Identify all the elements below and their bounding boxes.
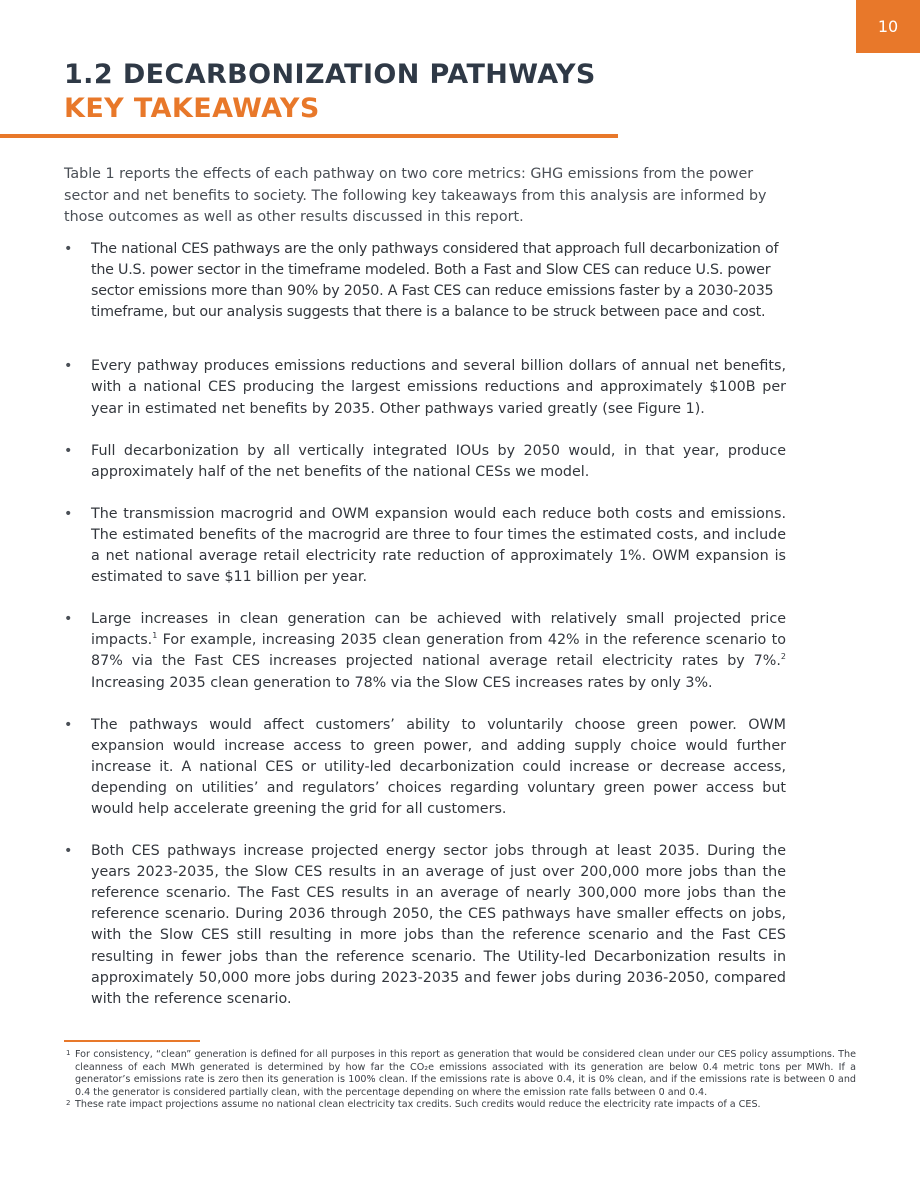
footnote-mark: 1 <box>66 1049 71 1057</box>
list-item <box>64 504 786 588</box>
bullet-text-part: Increasing 2035 clean generation to 78% via the Slow CES increases rates by only 3%. <box>91 674 713 691</box>
bullet-text-part: For example, increasing 2035 clean generation from 42% in the reference scenario to 87% via the Fast CES increases projected national average retail electricity rates by 7%. <box>91 632 786 670</box>
bullet-text-part: Large increases in clean generation can be achieved with relatively small projected price impacts. <box>91 611 786 649</box>
bullet-marker: • <box>64 241 73 257</box>
bullet-text: The transmission macrogrid and OWM expansion would each reduce both costs and emissions. The estimated benefits of the macrogrid are three to four times the estimated costs, and include a net national average retail electricity rate reduction of approximately 1%. OWM expansion is estimated to save $11 billion per year. <box>91 505 786 586</box>
list-spacer <box>64 820 786 841</box>
list-item <box>64 441 786 483</box>
footnote-ref-1[interactable]: 1 <box>152 631 158 641</box>
footnote <box>66 1049 856 1099</box>
bullet-marker: • <box>64 442 73 459</box>
list-spacer <box>64 694 786 715</box>
footnote-mark: 2 <box>66 1099 71 1108</box>
title-divider <box>0 134 618 138</box>
section-title: 1.2 DECARBONIZATION PATHWAYS <box>64 59 596 90</box>
section-subtitle: KEY TAKEAWAYS <box>64 93 320 124</box>
list-spacer <box>64 483 786 504</box>
footnote <box>66 1099 856 1112</box>
list-spacer <box>64 588 786 609</box>
footnote-divider <box>64 1040 200 1042</box>
bullet-text: Both CES pathways increase projected energy sector jobs through at least 2035. During the years 2023-2035, the Slow CES results in an average of just over 200,000 more jobs than the reference scenario. The Fast CES results in an average of nearly 300,000 more jobs than the reference scenario. During 2036 through 2050, the CES pathways have smaller effects on jobs, with the Slow CES still resulting in more jobs than the reference scenario and the Fast CES resulting in fewer jobs than the reference scenario. The Utility-led Decarbonization results in approximately 50,000 more jobs during 2023-2035 and fewer jobs during 2036-2050, compared with the reference scenario. <box>91 843 786 1007</box>
list-spacer <box>64 323 786 356</box>
bullet-text: The pathways would affect customers’ ability to voluntarily choose green power. OWM expansion would increase access to green power, and adding supply choice would further increase it. A national CES or utility-led decarbonization could increase or decrease access, depending on utilities’ and regulators’ choices regarding voluntary green power access but would help accelerate greening the grid for all customers. <box>91 716 786 817</box>
section-heading <box>64 58 664 126</box>
bullet-marker: • <box>64 716 73 733</box>
bullet-text <box>91 611 786 690</box>
list-item <box>64 609 786 693</box>
list-spacer <box>64 420 786 441</box>
footnote-ref-2[interactable]: 2 <box>780 652 786 662</box>
bullet-marker: • <box>64 358 73 375</box>
page-number-tab <box>856 0 920 53</box>
footnote-text: For consistency, “clean” generation is defined for all purposes in this report as generation that would be considered clean under our CES policy assumptions. The cleanness of each MWh generated is determined by how far the CO₂e emissions associated with its generation are below 0.4 metric tons per MWh. If a generator’s emissions rate is zero then its generation is 100% clean. If the emissions rate is above 0.4, it is 0% clean, and if the emissions rate is between 0 and 0.4 the generator is considered partially clean, with the percentage depending on where the emission rate falls between 0 and 0.4. <box>75 1049 856 1098</box>
bullet-text: Full decarbonization by all vertically integrated IOUs by 2050 would, in that year, produce approximately half of the net benefits of the national CESs we model. <box>91 442 786 480</box>
page-number: 10 <box>877 17 899 36</box>
bullet-marker: • <box>64 611 73 628</box>
takeaways-list <box>64 239 786 1010</box>
footnote-text: These rate impact projections assume no national clean electricity tax credits. Such credits would reduce the electricity rate impacts of a CES. <box>75 1099 761 1111</box>
intro-paragraph: Table 1 reports the effects of each pathway on two core metrics: GHG emissions from the power sector and net benefits to society. The following key takeaways from this analysis are informed by those outcomes as well as other results discussed in this report. <box>64 166 767 226</box>
bullet-marker: • <box>64 505 73 522</box>
bullet-marker: • <box>64 843 73 860</box>
bullet-text: The national CES pathways are the only pathways considered that approach full decarbonization of the U.S. power sector in the timeframe modeled. Both a Fast and Slow CES can reduce U.S. power sector emissions more than 90% by 2050. A Fast CES can reduce emissions faster by a 2030-2035 timeframe, but our analysis suggests that there is a balance to be struck between pace and cost. <box>91 241 779 321</box>
list-item <box>64 841 786 1010</box>
list-item <box>64 356 786 419</box>
footnotes <box>66 1049 856 1112</box>
bullet-text: Every pathway produces emissions reductions and several billion dollars of annual net benefits, with a national CES producing the largest emissions reductions and approximately $100B per year in estimated net benefits by 2035. Other pathways varied greatly (see Figure 1). <box>91 358 786 417</box>
list-item <box>64 239 786 323</box>
list-item <box>64 715 786 820</box>
